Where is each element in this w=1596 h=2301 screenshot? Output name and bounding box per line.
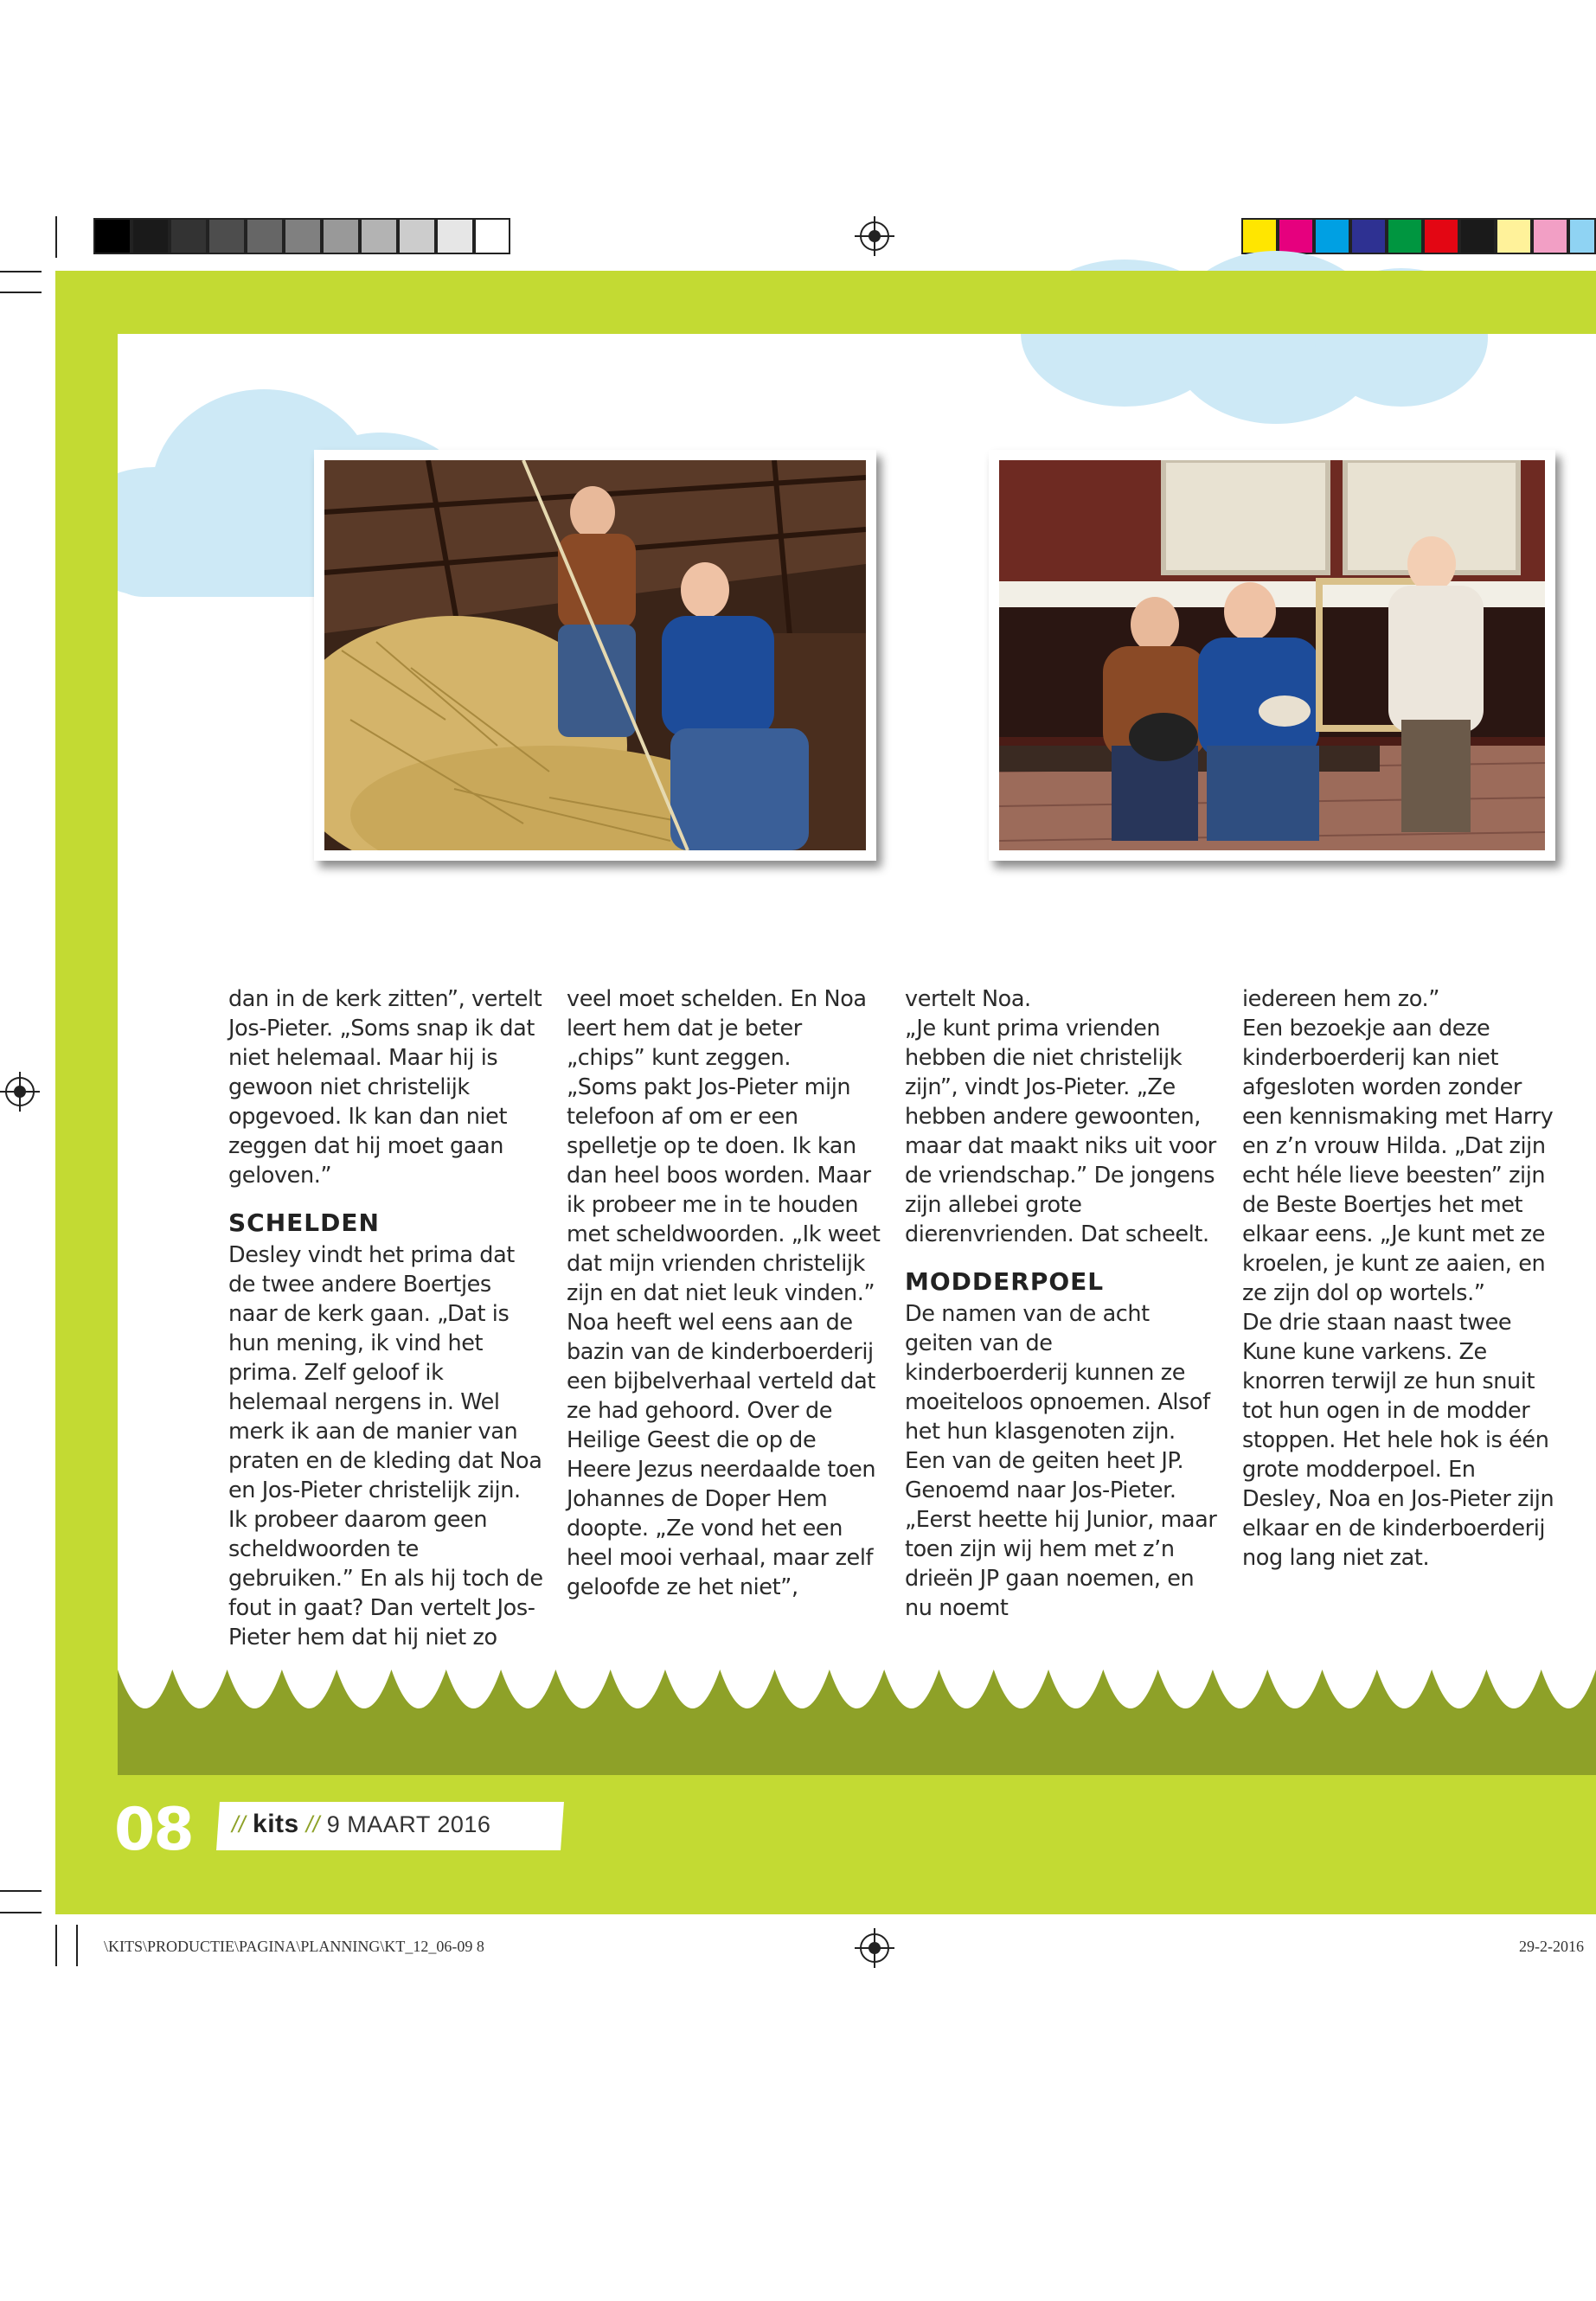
text-column-1 (228, 984, 544, 1652)
paragraph: Desley vindt het prima dat de twee andere Boertjes naar de kerk gaan. „Dat is hun mening, ik vind het prima. Zelf geloof ik helemaal nergens in. Wel merk ik aan de manier van praten en de kleding dat Noa en Jos-Pieter christelijk zijn. Ik probeer daarom geen scheldwoorden te gebruiken.” En als hij toch de fout in gaat? Dan vertelt Jos-Pieter hem dat hij niet zo (228, 1242, 543, 1650)
scallop-shape (228, 1665, 282, 1708)
paragraph: De namen van de acht geiten van de kinderboerderij kunnen ze moeiteloos opnoemen. Alsof het hun klasgenoten zijn. Een van de geiten heet JP. Genoemd naar Jos-Pieter. „Eerst heette hij Junior, maar toen zijn wij hem met z’n drieën JP gaan noemen, en nu noemt (905, 1301, 1217, 1621)
page-number: 08 (114, 1796, 193, 1864)
scallop-shape (611, 1665, 665, 1708)
slug-date: 29-2-2016 (1519, 1938, 1584, 1955)
scallop-shape (1213, 1665, 1267, 1708)
paragraph: vertelt Noa. (905, 986, 1031, 1012)
paragraph: dan in de kerk zitten”, vertelt Jos-Pieter. „Soms snap ik dat niet helemaal. Maar hij is gewoon niet christelijk opgevoed. Ik kan dan niet zeggen dat hij moet gaan geloven.” (228, 986, 542, 1189)
frame-top-band (55, 271, 1596, 334)
scallop-shape (1377, 1665, 1432, 1708)
scallop-shape (282, 1665, 337, 1708)
paragraph: De drie staan naast twee Kune kune varkens. Ze knorren terwijl ze hun snuit tot hun ogen in de modder stoppen. Het hele hok is één grote modderpoel. En Desley, Noa en Jos-Pieter zijn elkaar en de kinderboerderij nog lang niet zat. (1242, 1310, 1554, 1571)
crop-mark (76, 1925, 78, 1966)
frame-left-band (55, 271, 118, 1914)
crop-mark (0, 1890, 42, 1892)
crop-mark (55, 1925, 57, 1966)
paragraph: „Soms pakt Jos-Pieter mijn telefoon af om er een spelletje op te doen. Ik kan dan heel boos worden. Maar ik probeer me in te houden met scheldwoorden. „Ik weet dat mijn vrienden christelijk zijn en dat niet leuk vinden.” (567, 1074, 881, 1306)
scallop-shape (1323, 1665, 1377, 1708)
text-column-4 (1242, 984, 1558, 1573)
scallop-shape (446, 1665, 501, 1708)
paragraph: veel moet schelden. En Noa leert hem dat je beter „chips” kunt zeggen. (567, 986, 867, 1071)
scallop-shape (391, 1665, 445, 1708)
hay-loft-illustration (324, 460, 866, 850)
paragraph: Een bezoekje aan deze kinderboerderij kan niet afgesloten worden zonder een kennismaking met Harry en z’n vrouw Hilda. „Dat zijn echt héle lieve beesten” zijn de Beste Boertjes het met elkaar eens. „Je kunt met ze kroelen, je kunt ze aaien, en ze zijn dol op wortels.” (1242, 1016, 1554, 1306)
scallop-shape (1486, 1665, 1541, 1708)
scallop-shape (501, 1665, 555, 1708)
scallop-shape (830, 1665, 884, 1708)
registration-mark-icon (5, 1077, 35, 1106)
scallop-shape (884, 1665, 939, 1708)
crop-mark (0, 1912, 42, 1913)
scallop-shape (118, 1665, 172, 1708)
crop-mark (0, 271, 42, 272)
scallop-shape (720, 1665, 774, 1708)
scallop-shape (1432, 1665, 1486, 1708)
paragraph: Noa heeft wel eens aan de bazin van de kinderboerderij een bijbelverhaal verteld dat ze had gehoord. Over de Heilige Geest die op de Heere Jezus neerdaalde toen Johannes de Doper Hem doopte. „Ze vond het een heel mooi verhaal, maar zelf geloofde ze het niet”, (567, 1310, 876, 1600)
section-heading: MODDERPOEL (905, 1267, 1105, 1296)
scallop-shape (775, 1665, 830, 1708)
scallop-shape (1103, 1665, 1157, 1708)
text-column-2 (567, 984, 882, 1602)
brand-name: kits (253, 1810, 299, 1838)
section-heading: SCHELDEN (228, 1208, 380, 1237)
scallop-shape (1158, 1665, 1213, 1708)
rabbit-hutch-illustration (999, 460, 1545, 850)
registration-mark-icon (860, 221, 889, 251)
issue-date: 9 MAART 2016 (326, 1811, 491, 1837)
scallop-shape (939, 1665, 993, 1708)
scallop-shape (555, 1665, 610, 1708)
text-column-3 (905, 984, 1221, 1623)
scallop-shape (1267, 1665, 1322, 1708)
scallop-shape (1542, 1665, 1596, 1708)
crop-mark (0, 292, 42, 293)
scallop-shape (337, 1665, 391, 1708)
scallop-shape (994, 1665, 1048, 1708)
slug-path: \KITS\PRODUCTIE\PAGINA\PLANNING\KT_12_06-09 8 (104, 1938, 484, 1955)
paragraph: „Je kunt prima vrienden hebben die niet christelijk zijn”, vindt Jos-Pieter. „Ze hebben andere gewoonten, maar dat maakt niks uit voor de vriendschap.” De jongens zijn allebei grote dierenvrienden. Dat scheelt. (905, 1016, 1216, 1247)
scallop-edge-decoration (118, 1665, 1596, 1730)
registration-mark-icon (860, 1933, 889, 1963)
photo-hay-loft (314, 450, 876, 861)
scallop-shape (172, 1665, 227, 1708)
crop-mark (55, 216, 57, 258)
scallop-shape (665, 1665, 720, 1708)
paragraph: iedereen hem zo.” (1242, 986, 1440, 1012)
scallop-shape (1048, 1665, 1103, 1708)
footer-label: // kits // 9 MAART 2016 (232, 1810, 491, 1838)
photo-rabbit-hutch (989, 450, 1555, 861)
